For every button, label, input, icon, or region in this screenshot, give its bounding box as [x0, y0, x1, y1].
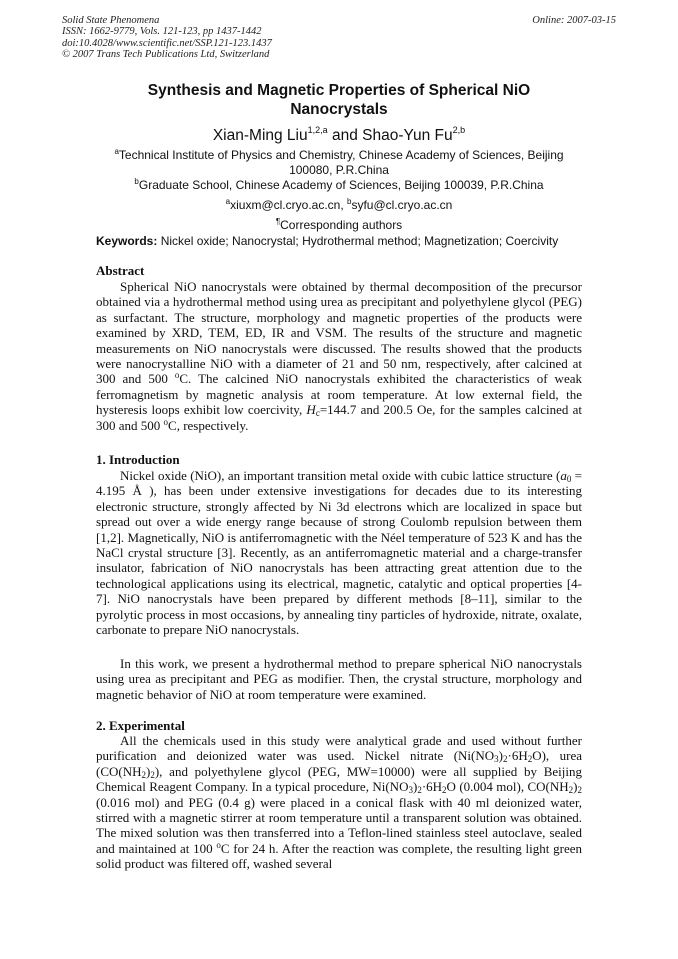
intro-p1-part-1: Nickel oxide (NiO), an important transition metal oxide with cubic lattice structure (: [120, 468, 561, 483]
author-line: [96, 127, 582, 145]
exp-sub: 2: [527, 754, 533, 765]
exp-text: O (0.004 mol), CO(NH: [446, 779, 569, 795]
exp-text: ): [573, 779, 578, 795]
intro-paragraph-1: [96, 468, 582, 637]
hc-symbol: H: [306, 402, 316, 418]
aff-b-sup: b: [134, 177, 139, 186]
aff-b-text: Graduate School, Chinese Academy of Sciences, Beijing 100039, P.R.China: [138, 178, 544, 192]
degree-sup: o: [174, 370, 180, 381]
lattice-symbol: a: [560, 468, 567, 483]
exp-sub: 3: [494, 754, 499, 765]
exp-text: ·6H: [421, 779, 443, 795]
experimental-heading: 2. Experimental: [96, 718, 185, 733]
abstract-heading: Abstract: [96, 263, 145, 278]
intro-p1-part-2: = 4.195 Å ), has been under extensive investigations for decades due to its interesting electronic structure, strongly affected by Ni 3d electrons which are localized in space but spread out over a wide energy range because of strong Coulomb repulsion between them [1,2]. Magnetically, NiO is antiferromagnetic with the Néel temperature of 523 K and has the NaCl crystal structure [3]. Recently, as an antiferromagnetic material and a charge-transfer insulator, fabrication of NiO nanocrystals has been attracting great attention due to the technological applications using its electrical, magnetic, catalytic and optical properties [4-7]. NiO nanocrystals have been prepared by different methods [8–11], similar to the pyrolytic process in most occasions, by annealing tiny particles of hydroxide, nitrate, oxalate, carbonate to prepare NiO nanocrystals.: [96, 468, 582, 638]
exp-text: (0.016 mol) and PEG (0.4 g) were placed in a conical flask with 40 ml deionized water, stirred with a magnetic stirrer at room temperature until a transparent solution was obtained. The mixed solution was then transferred into a Teflon-lined stainless steel autoclave, sealed and maintained at 100: [96, 794, 582, 856]
exp-sub: 3: [408, 785, 413, 796]
degree-sup: o: [163, 416, 169, 427]
exp-text: O), urea (CO(NH: [96, 748, 583, 779]
copyright-line: © 2007 Trans Tech Publications Ltd, Switzerland: [62, 48, 270, 60]
abstract-part-4: C, respectively.: [168, 417, 249, 433]
author-conjunction: and: [327, 127, 363, 144]
affiliation-a: [96, 148, 582, 178]
issn-line: ISSN: 1662-9779, Vols. 121-123, pp 1437-1442: [62, 26, 262, 38]
email-b-sup: b: [347, 197, 352, 206]
abstract-part-1: Spherical NiO nanocrystals were obtained by thermal decomposition of the precursor obtained via a hydrothermal method using urea as precipitant and polyethylene glycol (PEG) as surfactant. The structure, morphology and magnetic properties of the products were examined by XRD, TEM, ED, IR and VSM. The results of the structure and magnetic measurements on NiO nanocrystals were discussed. The results showed that the products were nanocrystalline NiO with a diameter of 21 and 50 nm, respectively, after calcined at 300 and 500: [96, 279, 582, 387]
aff-a-line-2: 100080, P.R.China: [289, 163, 389, 177]
corr-sup: ¶: [275, 217, 281, 226]
abstract-part-2: C. The calcined NiO nanocrystals exhibited the characteristics of weak ferromagnetism by magnetic analysis at room temperature. At low external field, the hysteresis loops exhibit low coercivity,: [96, 371, 582, 418]
author-1: Xian-Ming Liu: [212, 127, 308, 144]
email-a-sup: a: [225, 197, 231, 206]
doi-line: doi:10.4028/www.scientific.net/SSP.121-123.1437: [62, 37, 272, 49]
abstract-part-3: =144.7 and 200.5 Oe, for the samples calcined at 300 and 500: [96, 402, 582, 433]
author-1-sup: 1,2,a: [307, 125, 328, 135]
exp-text: ): [146, 763, 151, 779]
exp-sub: 2: [417, 785, 422, 796]
keywords-line: [96, 234, 596, 248]
intro-heading: 1. Introduction: [96, 452, 180, 467]
keywords-label: Keywords:: [96, 234, 158, 248]
title-line-1: Synthesis and Magnetic Properties of Spherical NiO: [147, 82, 531, 99]
keywords-text: Nickel oxide; Nanocrystal; Hydrothermal method; Magnetization; Coercivity: [157, 234, 559, 248]
abstract-text: [96, 279, 582, 433]
author-2-sup: 2,b: [452, 125, 466, 135]
online-date: Online: 2007-03-15: [532, 15, 616, 26]
intro-paragraph-2: In this work, we present a hydrothermal method to prepare spherical NiO nanocrystals using urea as precipitant and PEG as modifier. Then, the crystal structure, morphology and magnetic behavior of NiO at room temperature were examined.: [96, 656, 582, 702]
exp-text: ·6H: [507, 748, 528, 764]
degree-sup: o: [216, 839, 221, 850]
email-a[interactable]: xiuxm@cl.cryo.ac.cn,: [230, 198, 347, 212]
email-line: [96, 198, 582, 213]
exp-sub: 2: [141, 769, 146, 780]
email-b[interactable]: syfu@cl.cryo.ac.cn: [351, 198, 453, 212]
title-line-2: Nanocrystals: [290, 100, 388, 118]
experimental-paragraph: [96, 733, 582, 872]
exp-text: ), and polyethylene glycol (PEG, MW=10000) were all supplied by Beijing Chemical Reagent Company. In a typical procedure, Ni(NO: [96, 763, 582, 795]
aff-a-sup: a: [114, 147, 119, 156]
affiliation-b: [96, 178, 582, 193]
exp-sub: 2: [568, 785, 574, 796]
corresponding-note: [96, 218, 582, 233]
aff-a-line-1: Technical Institute of Physics and Chemistry, Chinese Academy of Sciences, Beijing: [118, 148, 564, 162]
exp-text: ): [412, 779, 418, 795]
corr-text: Corresponding authors: [280, 218, 403, 232]
exp-sub: 2: [442, 785, 447, 796]
journal-name: Solid State Phenomena: [62, 15, 160, 26]
hc-subscript: c: [315, 408, 320, 419]
exp-text: All the chemicals used in this study were analytical grade and used without further purification and deionized water was used. Nickel nitrate (Ni(NO: [96, 733, 582, 764]
exp-sub: 2: [577, 785, 583, 796]
exp-sub: 2: [150, 769, 155, 780]
paper-title: [96, 82, 582, 119]
exp-text: C for 24 h. After the reaction was complete, the resulting light green solid product was filtered off, washed several: [96, 840, 582, 872]
lattice-subscript: 0: [566, 474, 572, 484]
journal-header: [62, 15, 272, 60]
exp-sub: 2: [502, 754, 508, 765]
exp-text: ): [498, 748, 503, 764]
author-2: Shao-Yun Fu: [362, 127, 453, 144]
